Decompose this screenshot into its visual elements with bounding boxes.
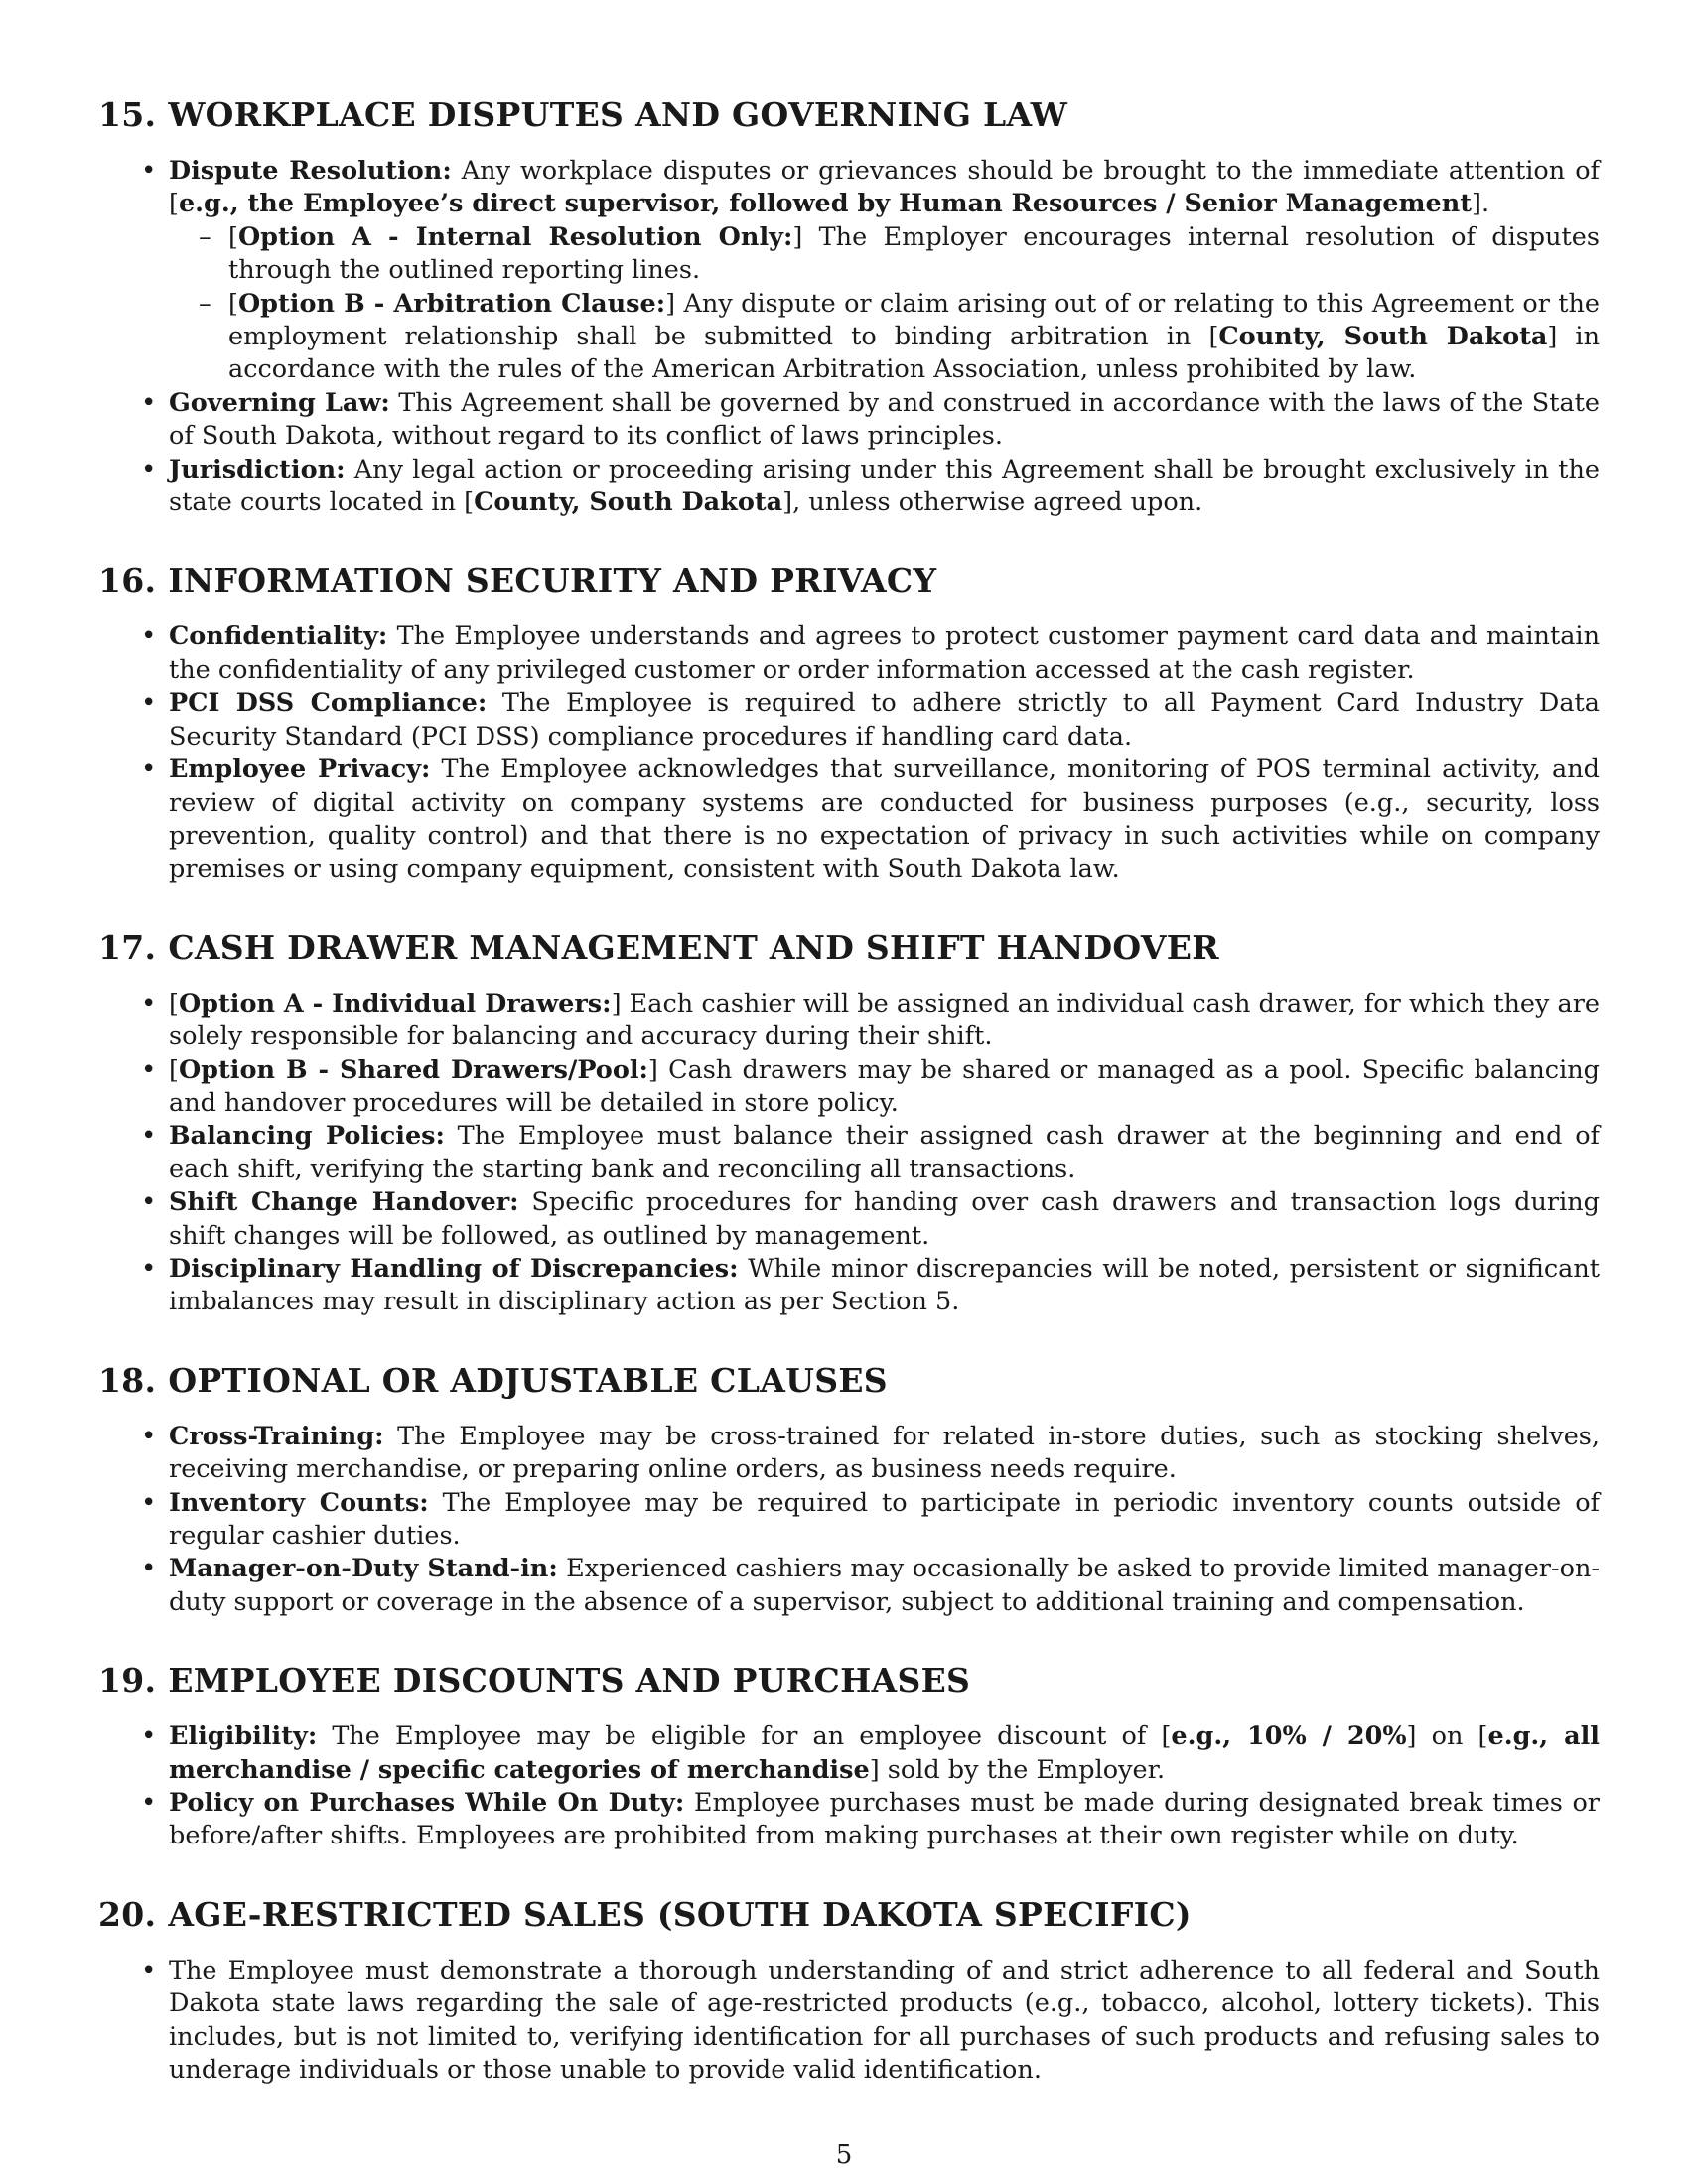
bracket-close: ] bbox=[1547, 322, 1558, 352]
section-title: OPTIONAL OR ADJUSTABLE CLAUSES bbox=[168, 1360, 888, 1400]
list-item bbox=[169, 620, 1600, 687]
sub-list bbox=[169, 221, 1600, 387]
item-text: The Employee may be eligible for an employee discount of bbox=[317, 1721, 1162, 1752]
item-label: Confidentiality: bbox=[169, 621, 388, 652]
section-heading bbox=[98, 91, 1600, 139]
list-item bbox=[169, 1487, 1600, 1554]
item-label: Disciplinary Handling of Discrepancies: bbox=[169, 1253, 739, 1284]
section-number: 18. bbox=[98, 1360, 157, 1400]
bullet-list bbox=[98, 155, 1600, 519]
item-text: on bbox=[1416, 1721, 1478, 1752]
item-text: Specific procedures for handing over cash drawers and transaction logs during shift changes will be followed, as outlined by management. bbox=[169, 1187, 1600, 1251]
bracket-close: ] bbox=[792, 221, 803, 252]
item-text: sold by the Employer. bbox=[879, 1754, 1166, 1785]
bracket-open: [ bbox=[1208, 322, 1219, 352]
item-text: Any dispute or claim arising out of or relating to this Agreement or the employment relationship shall be submitted to binding arbitration in bbox=[228, 288, 1600, 352]
document-page bbox=[98, 91, 1600, 2124]
bullet-list bbox=[98, 1421, 1600, 1619]
placeholder-text: e.g., 10% / 20% bbox=[1171, 1721, 1407, 1752]
bracket-close: ] bbox=[1472, 189, 1481, 219]
list-item bbox=[169, 155, 1600, 387]
item-text: , unless otherwise agreed upon. bbox=[792, 487, 1203, 518]
item-text: The Employee is required to adhere strictly to all Payment Card Industry Data Security Standard (PCI DSS) compliance procedures if handling card data. bbox=[169, 688, 1600, 751]
item-text: The Employee acknowledges that surveillance, monitoring of POS terminal activity, and review of digital activity on company systems are conducted for business purposes (e.g., security, loss prevention, quality control) and that there is no expectation of privacy in such activities while on company premises or using company equipment, consistent with South Dakota law. bbox=[169, 754, 1601, 885]
item-text: Any legal action or proceeding arising under this Agreement shall be brought exclusively in the state courts located in bbox=[169, 454, 1600, 518]
item-label: Shift Change Handover: bbox=[169, 1187, 519, 1218]
section-number: 19. bbox=[98, 1661, 157, 1701]
placeholder-text: e.g., the Employee’s direct supervisor, followed by Human Resources / Senior Management bbox=[178, 189, 1473, 219]
item-text: Any workplace disputes or grievances should be brought to the immediate attention of bbox=[451, 156, 1600, 186]
option-label: Option A - Internal Resolution Only: bbox=[237, 221, 793, 252]
item-text: The Employee must balance their assigned cash drawer at the beginning and end of each shift, verifying the starting bank and reconciling all transactions. bbox=[169, 1121, 1600, 1184]
section-title: AGE-RESTRICTED SALES (SOUTH DAKOTA SPECIFIC) bbox=[168, 1894, 1192, 1934]
bracket-close: ] bbox=[782, 487, 793, 518]
bracket-close: ] bbox=[869, 1754, 880, 1785]
bullet-list bbox=[98, 988, 1600, 1319]
section-20 bbox=[98, 1891, 1600, 2088]
sub-list-item bbox=[228, 288, 1600, 387]
section-title: WORKPLACE DISPUTES AND GOVERNING LAW bbox=[168, 95, 1068, 134]
list-item bbox=[169, 1054, 1600, 1121]
item-label: Balancing Policies: bbox=[169, 1121, 445, 1152]
bracket-close: ] bbox=[611, 988, 622, 1019]
placeholder-text: e.g., all merchandise / specific categories of merchandise bbox=[169, 1721, 1600, 1785]
list-item bbox=[169, 1421, 1600, 1487]
section-number: 16. bbox=[98, 561, 157, 601]
item-label: Eligibility: bbox=[169, 1721, 318, 1752]
section-heading bbox=[98, 1657, 1600, 1705]
item-text: Each cashier will be assigned an individual cash drawer, for which they are solely responsible for balancing and accuracy during their shift. bbox=[169, 988, 1600, 1052]
item-text: . bbox=[1481, 189, 1490, 219]
item-text: Employee purchases must be made during designated break times or before/after shifts. Employees are prohibited from making purchases at their own register while on duty. bbox=[169, 1788, 1600, 1851]
item-label: Inventory Counts: bbox=[169, 1487, 429, 1518]
list-item bbox=[169, 687, 1600, 753]
bullet-list bbox=[98, 1955, 1600, 2088]
option-label: Option A - Individual Drawers: bbox=[178, 988, 612, 1019]
item-label: Cross-Training: bbox=[169, 1421, 384, 1451]
bracket-close: ] bbox=[647, 1054, 658, 1085]
placeholder-text: County, South Dakota bbox=[474, 487, 783, 518]
list-item bbox=[169, 1186, 1600, 1253]
section-number: 15. bbox=[98, 95, 157, 134]
item-label: Governing Law: bbox=[169, 387, 390, 418]
section-16 bbox=[98, 557, 1600, 886]
bracket-open: [ bbox=[228, 288, 238, 319]
item-label: PCI DSS Compliance: bbox=[169, 688, 488, 719]
item-text: The Employer encourages internal resolution of disputes through the outlined reporting lines. bbox=[228, 221, 1600, 286]
item-text: The Employee understands and agrees to protect customer payment card data and maintain the confidentiality of any privileged customer or order information accessed at the cash register. bbox=[169, 621, 1600, 685]
item-text: The Employee may be required to participate in periodic inventory counts outside of regular cashier duties. bbox=[169, 1487, 1600, 1551]
section-heading bbox=[98, 924, 1600, 972]
item-label: Dispute Resolution: bbox=[169, 156, 452, 186]
sub-list-item bbox=[228, 221, 1600, 288]
item-label: Manager-on-Duty Stand-in: bbox=[169, 1554, 558, 1584]
list-item bbox=[169, 988, 1600, 1054]
section-title: CASH DRAWER MANAGEMENT AND SHIFT HANDOVER bbox=[168, 927, 1219, 967]
option-label: Option B - Shared Drawers/Pool: bbox=[178, 1054, 648, 1085]
list-item bbox=[169, 1787, 1600, 1853]
item-text: The Employee may be cross-trained for related in-store duties, such as stocking shelves, receiving merchandise, or preparing online orders, as business needs require. bbox=[169, 1421, 1600, 1485]
section-heading bbox=[98, 557, 1600, 605]
item-text: in accordance with the rules of the American Arbitration Association, unless prohibited by law. bbox=[228, 322, 1601, 385]
list-item bbox=[169, 1955, 1600, 2088]
item-text: Cash drawers may be shared or managed as a pool. Specific balancing and handover procedures will be detailed in store policy. bbox=[169, 1054, 1600, 1118]
section-title: EMPLOYEE DISCOUNTS AND PURCHASES bbox=[168, 1661, 971, 1701]
section-title: INFORMATION SECURITY AND PRIVACY bbox=[168, 561, 937, 601]
bracket-open: [ bbox=[228, 221, 238, 252]
item-label: Employee Privacy: bbox=[169, 754, 431, 785]
bracket-open: [ bbox=[1161, 1721, 1172, 1752]
list-item bbox=[169, 387, 1600, 454]
bullet-list bbox=[98, 1720, 1600, 1853]
section-number: 17. bbox=[98, 927, 157, 967]
bracket-open: [ bbox=[169, 1054, 179, 1085]
bullet-list bbox=[98, 620, 1600, 886]
option-label: Option B - Arbitration Clause: bbox=[237, 288, 666, 319]
list-item bbox=[169, 753, 1600, 887]
item-text: While minor discrepancies will be noted, persistent or significant imbalances may result in disciplinary action as per Section 5. bbox=[169, 1253, 1600, 1317]
list-item bbox=[169, 1253, 1600, 1319]
section-19 bbox=[98, 1657, 1600, 1853]
section-15 bbox=[98, 91, 1600, 519]
item-label: Policy on Purchases While On Duty: bbox=[169, 1788, 685, 1819]
list-item bbox=[169, 1720, 1600, 1787]
item-text: This Agreement shall be governed by and construed in accordance with the laws of the State of South Dakota, without regard to its conflict of laws principles. bbox=[169, 387, 1600, 452]
section-heading bbox=[98, 1357, 1600, 1405]
bracket-open: [ bbox=[169, 988, 179, 1019]
bracket-open: [ bbox=[169, 189, 179, 219]
section-18 bbox=[98, 1357, 1600, 1619]
bracket-close: ] bbox=[1406, 1721, 1417, 1752]
bracket-close: ] bbox=[665, 288, 676, 319]
list-item bbox=[169, 1553, 1600, 1619]
item-label: Jurisdiction: bbox=[169, 454, 346, 484]
item-text: The Employee must demonstrate a thorough understanding of and strict adherence to all federal and South Dakota state laws regarding the sale of age-restricted products (e.g., tobacco, alcohol, lottery tickets). This includes, but is not limited to, verifying identification for all purchases of such products and refusing sales to underage individuals or those unable to provide valid identification. bbox=[169, 1955, 1600, 2086]
page-number: 5 bbox=[835, 2140, 853, 2170]
placeholder-text: County, South Dakota bbox=[1218, 322, 1548, 352]
item-text: Experienced cashiers may occasionally be asked to provide limited manager-on-duty support or coverage in the absence of a supervisor, subject to additional training and compensation. bbox=[169, 1554, 1600, 1617]
section-heading bbox=[98, 1891, 1600, 1939]
bracket-open: [ bbox=[1477, 1721, 1488, 1752]
section-17 bbox=[98, 924, 1600, 1319]
bracket-open: [ bbox=[464, 487, 475, 518]
section-number: 20. bbox=[98, 1894, 157, 1934]
list-item bbox=[169, 454, 1600, 520]
list-item bbox=[169, 1120, 1600, 1186]
